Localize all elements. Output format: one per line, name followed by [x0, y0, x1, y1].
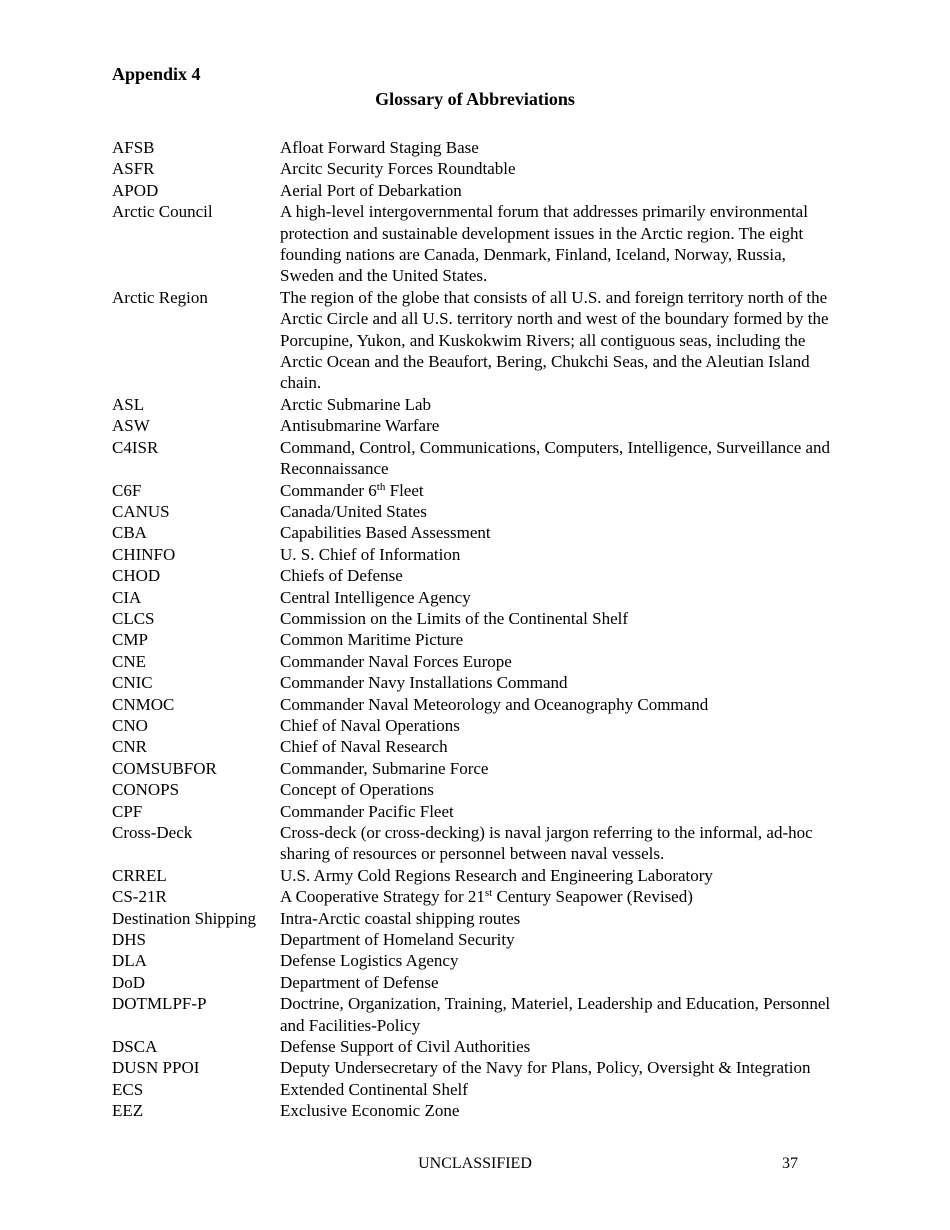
ordinal-suffix: st: [484, 887, 493, 900]
glossary-entry: [112, 522, 842, 543]
definition: Defense Support of Civil Authorities: [280, 1037, 531, 1057]
definition: Afloat Forward Staging Base: [280, 138, 479, 157]
ordinal-suffix: th: [376, 480, 386, 493]
definition: Command, Control, Communications, Computers, Intelligence, Surveillance and Reconnaissance: [280, 437, 831, 479]
definition: Commission on the Limits of the Continental Shelf: [280, 608, 629, 628]
glossary-entry: [112, 865, 842, 886]
definition: Capabilities Based Assessment: [280, 523, 491, 543]
glossary-entry: [112, 480, 842, 501]
definition-text: Century Seapower (Revised): [492, 887, 693, 907]
definition: Canada/United States: [280, 501, 427, 521]
definition-text: Fleet: [385, 480, 424, 500]
glossary-entry: [112, 758, 842, 779]
glossary-entry: [112, 437, 842, 480]
abbreviation: CNR: [112, 737, 147, 757]
glossary-entry: [112, 137, 842, 158]
abbreviation: Arctic Region: [112, 287, 208, 307]
glossary-entry: [112, 929, 842, 950]
definition: Intra-Arctic coastal shipping routes: [280, 908, 521, 928]
abbreviation: CNIC: [112, 673, 153, 693]
glossary-entry: [112, 201, 842, 287]
glossary-entry: [112, 587, 842, 608]
abbreviation: EEZ: [112, 1101, 144, 1121]
abbreviation: COMSUBFOR: [112, 758, 217, 778]
definition: Central Intelligence Agency: [280, 587, 471, 607]
glossary-entry: [112, 779, 842, 800]
definition: Commander Naval Forces Europe: [280, 651, 512, 671]
definition: [280, 480, 842, 501]
glossary-entry: [112, 1079, 842, 1100]
abbreviation: CHOD: [112, 566, 161, 586]
abbreviation: C6F: [112, 480, 142, 500]
definition: Cross-deck (or cross-decking) is naval jargon referring to the informal, ad-hoc sharing of resources or personnel between naval vessels.: [280, 823, 813, 864]
abbreviation: DHS: [112, 930, 147, 950]
definition: Commander Pacific Fleet: [280, 801, 454, 821]
glossary-entry: [112, 158, 842, 179]
glossary-entry: [112, 1036, 842, 1057]
page-number: 37: [782, 1155, 798, 1172]
abbreviation: ECS: [112, 1079, 144, 1099]
abbreviation: CLCS: [112, 608, 155, 628]
definition: Antisubmarine Warfare: [280, 416, 440, 436]
definition: Commander Naval Meteorology and Oceanography Command: [280, 694, 709, 714]
glossary-entry: [112, 287, 842, 394]
abbreviation: DUSN PPOI: [112, 1058, 200, 1078]
abbreviation: CRREL: [112, 865, 167, 885]
definition: A high-level intergovernmental forum that addresses primarily environmental protection and sustainable development issues in the Arctic region. The eight founding nations are Canada, Denmark, Finland, Iceland, Norway, Russia, Sweden and the United States.: [280, 202, 808, 286]
definition: Chiefs of Defense: [280, 566, 403, 586]
abbreviation: CIA: [112, 587, 142, 607]
definition: Defense Logistics Agency: [280, 951, 459, 971]
abbreviation: ASW: [112, 416, 150, 436]
abbreviation: CNO: [112, 715, 148, 735]
glossary-entry: [112, 950, 842, 971]
abbreviation: CHINFO: [112, 544, 176, 564]
abbreviation: DLA: [112, 951, 147, 971]
abbreviation: DSCA: [112, 1037, 158, 1057]
appendix-heading: Appendix 4: [112, 64, 201, 84]
glossary-entry: [112, 908, 842, 929]
glossary-entry: [112, 1100, 842, 1121]
classification-marking: UNCLASSIFIED: [418, 1155, 532, 1172]
glossary-entry: [112, 415, 842, 436]
glossary-list: [112, 137, 842, 1122]
definition: Exclusive Economic Zone: [280, 1101, 460, 1121]
glossary-entry: [112, 629, 842, 650]
glossary-entry: [112, 180, 842, 201]
abbreviation: Destination Shipping: [112, 908, 257, 928]
abbreviation: Cross-Deck: [112, 823, 193, 842]
glossary-entry: [112, 715, 842, 736]
glossary-entry: [112, 672, 842, 693]
glossary-entry: [112, 801, 842, 822]
glossary-entry: [112, 544, 842, 565]
glossary-entry: [112, 394, 842, 415]
definition: Extended Continental Shelf: [280, 1079, 468, 1099]
abbreviation: ASL: [112, 394, 145, 414]
glossary-entry: [112, 736, 842, 757]
definition: Arcitc Security Forces Roundtable: [280, 159, 516, 179]
glossary-entry: [112, 1057, 842, 1078]
definition: [280, 886, 842, 907]
glossary-entry: [112, 565, 842, 586]
definition-text: A Cooperative Strategy for 21: [280, 887, 485, 907]
abbreviation: CONOPS: [112, 780, 180, 800]
abbreviation: CMP: [112, 630, 148, 650]
definition: Chief of Naval Operations: [280, 715, 460, 735]
definition-text: Commander 6: [280, 480, 377, 500]
definition: Common Maritime Picture: [280, 630, 464, 650]
abbreviation: DOTMLPF-P: [112, 994, 207, 1014]
abbreviation: CPF: [112, 801, 143, 821]
abbreviation: AFSB: [112, 138, 155, 157]
glossary-entry: [112, 972, 842, 993]
abbreviation: C4ISR: [112, 437, 159, 457]
glossary-entry: [112, 822, 842, 865]
definition: U.S. Army Cold Regions Research and Engineering Laboratory: [280, 865, 713, 885]
definition: Chief of Naval Research: [280, 737, 448, 757]
abbreviation: DoD: [112, 972, 146, 992]
definition: Department of Homeland Security: [280, 930, 515, 950]
glossary-entry: [112, 501, 842, 522]
definition: Department of Defense: [280, 972, 439, 992]
abbreviation: CNMOC: [112, 694, 175, 714]
abbreviation: ASFR: [112, 159, 155, 179]
glossary-entry: [112, 608, 842, 629]
abbreviation: CS-21R: [112, 887, 167, 907]
page-title: Glossary of Abbreviations: [375, 89, 575, 109]
glossary-entry: [112, 694, 842, 715]
definition: Deputy Undersecretary of the Navy for Plans, Policy, Oversight & Integration: [280, 1058, 811, 1078]
abbreviation: CANUS: [112, 501, 170, 521]
abbreviation: CBA: [112, 523, 147, 543]
definition: Aerial Port of Debarkation: [280, 180, 462, 200]
definition: Commander Navy Installations Command: [280, 673, 568, 693]
abbreviation: APOD: [112, 180, 159, 200]
glossary-entry: [112, 993, 842, 1036]
definition: U. S. Chief of Information: [280, 544, 461, 564]
glossary-entry: [112, 651, 842, 672]
definition: Commander, Submarine Force: [280, 758, 489, 778]
glossary-entry: [112, 886, 842, 907]
definition: Arctic Submarine Lab: [280, 394, 432, 414]
definition: Doctrine, Organization, Training, Materiel, Leadership and Education, Personnel and Facilities-Policy: [280, 994, 831, 1035]
definition: The region of the globe that consists of all U.S. and foreign territory north of the Arctic Circle and all U.S. territory north and west of the boundary formed by the Porcupine, Yukon, and Kuskokwim Rivers; all contiguous seas, including the Arctic Ocean and the Beaufort, Bering, Chukchi Seas, and the Aleutian Island chain.: [280, 287, 829, 393]
abbreviation: CNE: [112, 651, 146, 671]
abbreviation: Arctic Council: [112, 202, 213, 222]
definition: Concept of Operations: [280, 780, 434, 800]
